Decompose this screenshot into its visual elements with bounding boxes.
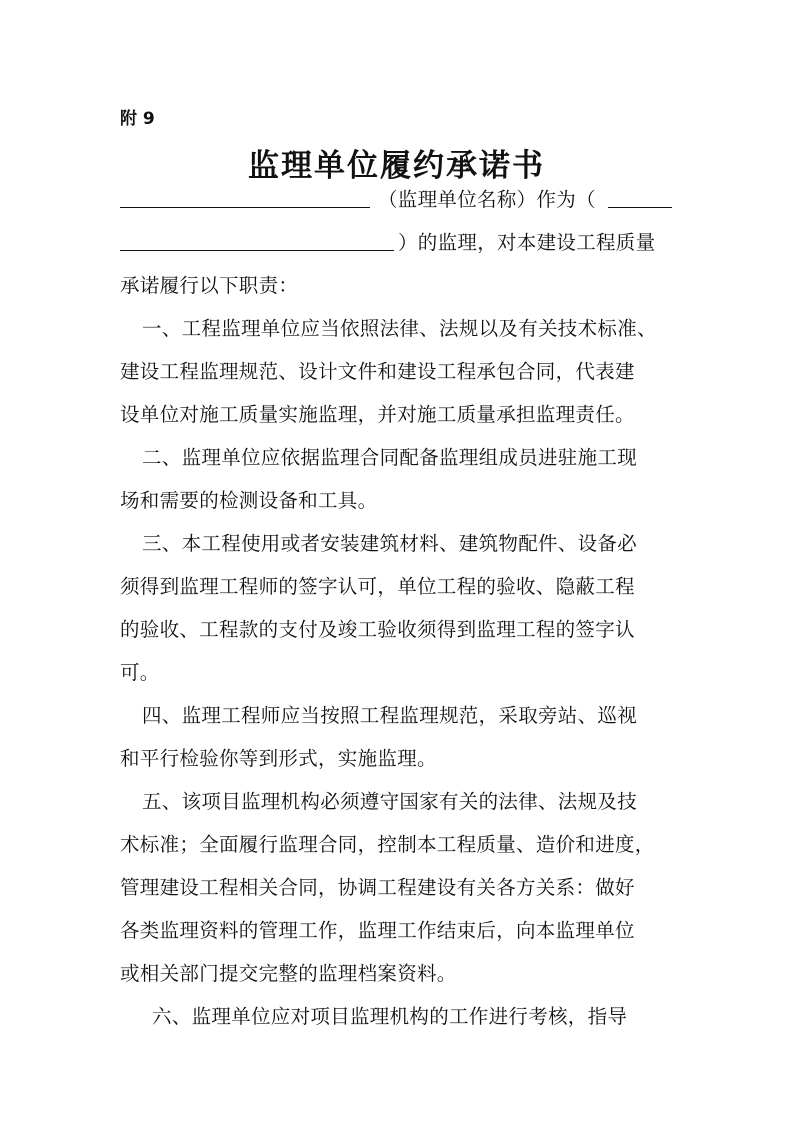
clause-5-line-1: 五、该项目监理机构必须遵守国家有关的法律、法规及技 [142,790,638,813]
clause-5-line-4: 各类监理资料的管理工作，监理工作结束后，向本监理单位 [120,919,635,942]
clause-4-line-2: 和平行检验你等到形式，实施监理。 [120,747,437,770]
clause-6-line-1: 六、监理单位应对项目监理机构的工作进行考核，指导 [152,1005,628,1028]
clause-5-line-3: 管理建设工程相关合同，协调工程建设有关各方关系：做好 [120,876,635,899]
clause-5-line-2: 术标准；全面履行监理合同，控制本工程质量、造价和进度， [120,833,655,856]
clause-1-line-3: 设单位对施工质量实施监理，并对施工质量承担监理责任。 [120,403,635,426]
clause-1-line-1: 一、工程监理单位应当依照法律、法规以及有关技术标准、 [142,317,657,340]
clause-3-line-2: 须得到监理工程师的签字认可，单位工程的验收、隐蔽工程 [120,575,635,598]
clause-4-line-1: 四、监理工程师应当按照工程监理规范，采取旁站、巡视 [142,704,638,727]
clause-5-line-5: 或相关部门提交完整的监理档案资料。 [120,962,457,985]
clause-2-line-1: 二、监理单位应依据监理合同配备监理组成员进驻施工现 [142,446,638,469]
intro-line-3: 承诺履行以下职责： [120,274,299,297]
page-title: 监理单位履约承诺书 [248,148,545,184]
clause-3-line-1: 三、本工程使用或者安装建筑材料、建筑物配件、设备必 [142,532,638,555]
intro-line-2: ）的监理，对本建设工程质量 [398,231,656,254]
clause-3-line-3: 的验收、工程款的支付及竣工验收须得到监理工程的签字认 [120,618,635,641]
supervisor-name-blank[interactable] [120,207,370,208]
clause-3-line-4: 可。 [120,661,160,684]
project-name-blank-1[interactable] [608,207,672,208]
clause-2-line-2: 场和需要的检测设备和工具。 [120,489,378,512]
clause-1-line-2: 建设工程监理规范、设计文件和建设工程承包合同，代表建 [120,360,635,383]
intro-line-1: （监理单位名称）作为（ [378,188,596,211]
attachment-label: 附 9 [120,109,155,129]
project-name-blank-2[interactable] [120,250,394,251]
